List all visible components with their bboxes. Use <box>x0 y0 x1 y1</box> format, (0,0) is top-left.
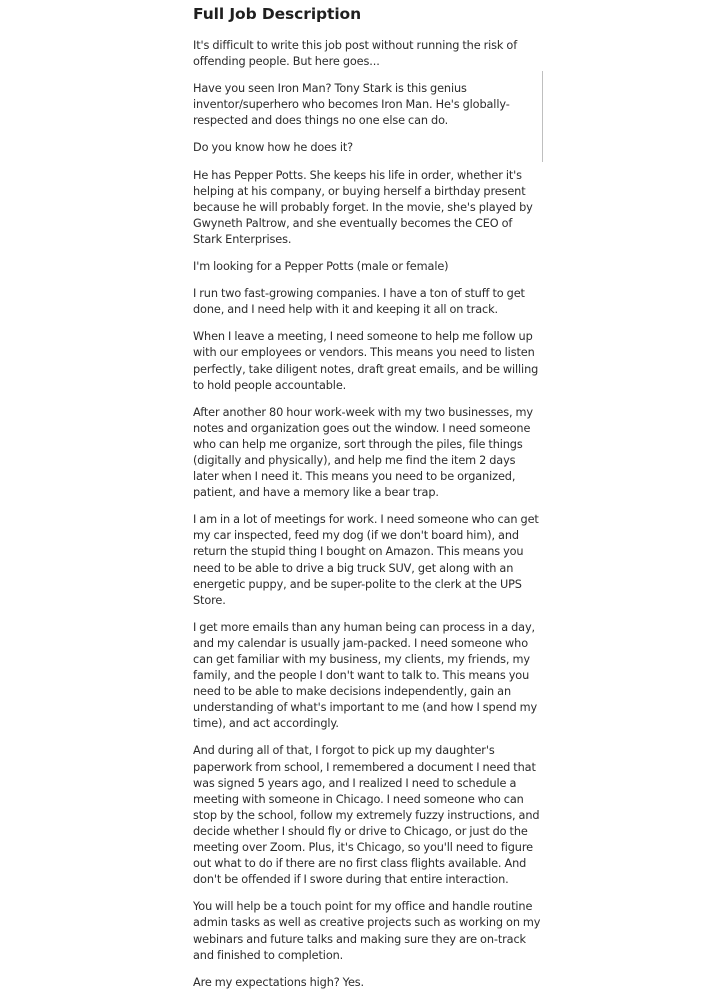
paragraph-question: Do you know how he does it? <box>193 141 354 155</box>
paragraph-companies: I run two fast-growing companies. I have a ton of stuff to get done, and I need help with it and keeping it all on track. <box>193 287 525 317</box>
paragraph-iron-man: Have you seen Iron Man? Tony Stark is this genius inventor/superhero who becomes Iron Man. He's globally-respected and does things no one else can do. <box>193 82 510 128</box>
paragraph-intro: It's difficult to write this job post without running the risk of offending people. But here goes... <box>193 39 518 69</box>
section-title: Full Job Description <box>193 5 362 23</box>
job-description-section <box>193 0 543 991</box>
paragraph-chicago: And during all of that, I forgot to pick up my daughter's paperwork from school, I remembered a document I need that was signed 5 years ago, and I realized I need to schedule a meeting with someone in Chicago. I need someone who can stop by the school, follow my extremely fuzzy instructions, and decide whether I should fly or drive to Chicago, or just do the meeting over Zoom. Plus, it's Chicago, so you'll need to figure out what to do if there are no first class flights available. And don't be offended if I swore during that entire interaction. <box>193 744 540 887</box>
paragraph-meetings-followup: When I leave a meeting, I need someone to help me follow up with our employees or vendors. This means you need to listen perfectly, take diligent notes, draft great emails, and be willing to hold people accountable. <box>193 330 539 392</box>
paragraph-errands: I am in a lot of meetings for work. I need someone who can get my car inspected, feed my dog (if we don't board him), and return the stupid thing I bought on Amazon. This means you need to be able to drive a big truck SUV, get along with an energetic puppy, and be super-polite to the clerk at the UPS Store. <box>193 513 539 607</box>
paragraph-emails-calendar: I get more emails than any human being can process in a day, and my calendar is usually jam-packed. I need someone who can get familiar with my business, my clients, my friends, my family, and the people I don't want to talk to. This means you need to be able to make decisions independently, gain an understanding of what's important to me (and how I spend my time), and act accordingly. <box>193 620 538 731</box>
paragraph-organization: After another 80 hour work-week with my two businesses, my notes and organization goes out the window. I need someone who can help me organize, sort through the piles, file things (digitally and physically), and help me find the item 2 days later when I need it. This means you need to be organized, patient, and have a memory like a bear trap. <box>193 405 534 500</box>
paragraph-pepper-potts: He has Pepper Potts. She keeps his life in order, whether it's helping at his company, or buying herself a birthday present because he will probably forget. In the movie, she's played by Gwyneth Paltrow, and she eventually becomes the CEO of Stark Enterprises. <box>193 168 533 246</box>
paragraph-expectations: Are my expectations high? Yes. <box>193 975 365 989</box>
paragraph-looking-for: I'm looking for a Pepper Potts (male or female) <box>193 260 449 274</box>
scroll-indicator <box>542 71 543 162</box>
paragraph-touch-point: You will help be a touch point for my office and handle routine admin tasks as well as creative projects such as working on my webinars and future talks and making sure they are on-track and finished to completion. <box>193 900 541 962</box>
